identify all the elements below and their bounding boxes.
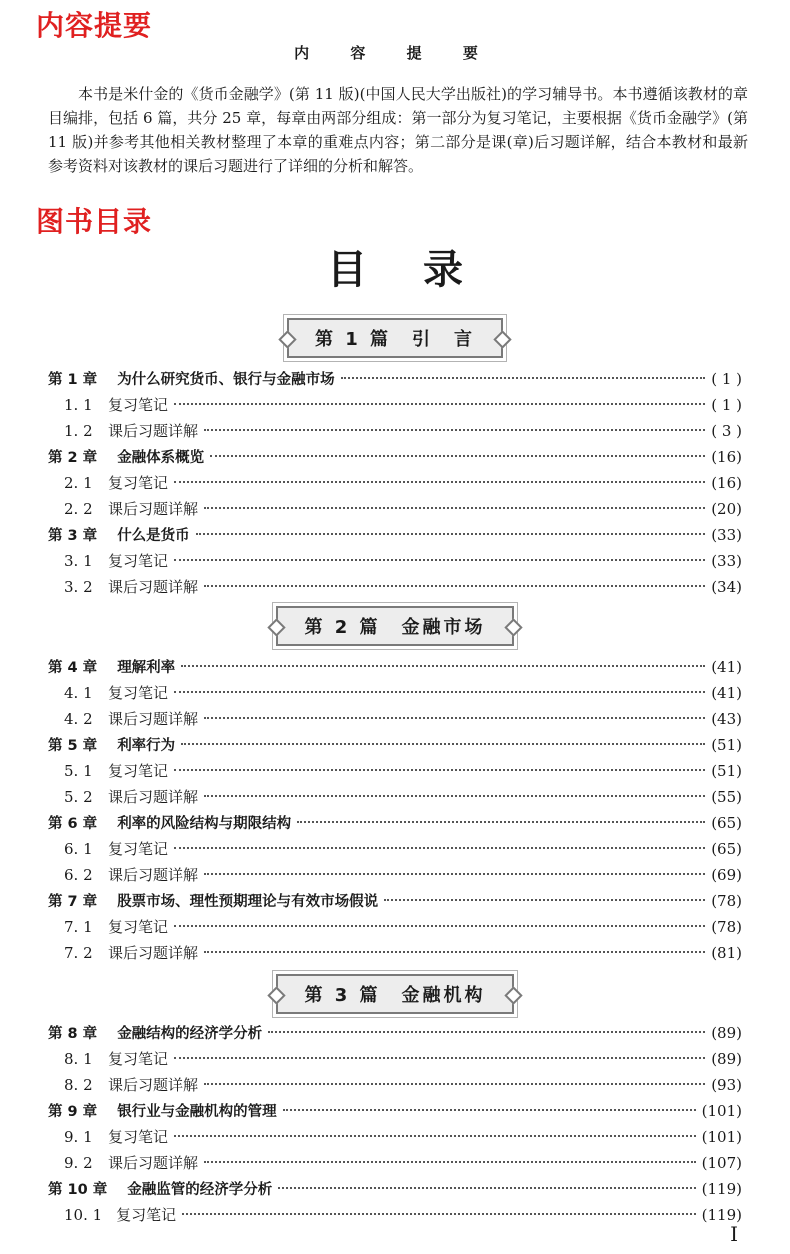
toc-entry-number: 5. 2 [64, 788, 93, 806]
toc-entry-page: (81) [711, 944, 742, 962]
toc-entry-page: (33) [711, 552, 742, 570]
toc-section-heading: 图书目录 [36, 205, 153, 238]
toc-entry-title: 金融监管的经济学分析 [127, 1182, 273, 1198]
toc-entry-title: 课后习题详解 [108, 500, 199, 518]
toc-entry-page: (89) [711, 1050, 742, 1068]
toc-entry-page: (107) [701, 1154, 742, 1172]
toc-entry-title: 股票市场、理性预期理论与有效市场假说 [117, 894, 379, 910]
toc-entry-number: 9. 1 [64, 1128, 93, 1146]
toc-section-row[interactable] [48, 574, 742, 600]
dot-leader [204, 717, 705, 719]
dot-leader [174, 481, 705, 483]
toc-section-row[interactable] [48, 1202, 742, 1228]
toc-entry-number: 6. 1 [64, 840, 93, 858]
toc-entry-title: 复习笔记 [108, 1128, 169, 1146]
dot-leader [204, 795, 705, 797]
toc-entry-number: 第 4 章 [48, 660, 98, 676]
dot-leader [174, 691, 705, 693]
summary-title: 内 容 提 要 [294, 44, 496, 62]
toc-entry-number: 2. 1 [64, 474, 93, 492]
dot-leader [196, 533, 706, 535]
toc-section-row[interactable] [48, 836, 742, 862]
toc-section-row[interactable] [48, 680, 742, 706]
toc-entry-number: 第 5 章 [48, 738, 98, 754]
part-title: 第 2 篇 金融市场 [276, 606, 513, 646]
toc-entry-title: 利率的风险结构与期限结构 [117, 816, 292, 832]
toc-entry-page: (34) [711, 578, 742, 596]
toc-section-row[interactable] [48, 1072, 742, 1098]
toc-entry-title: 复习笔记 [116, 1206, 177, 1224]
dot-leader [210, 455, 705, 457]
toc-entry-title: 复习笔记 [108, 1050, 169, 1068]
toc-entry-title: 金融体系概览 [117, 450, 205, 466]
toc-entry-title: 复习笔记 [108, 840, 169, 858]
dot-leader [341, 377, 706, 379]
toc-entry-number: 第 8 章 [48, 1026, 98, 1042]
toc-entry-title: 课后习题详解 [108, 1154, 199, 1172]
dot-leader [204, 873, 705, 875]
toc-entry-number: 第 9 章 [48, 1104, 98, 1120]
toc-entry-number: 10. 1 [64, 1206, 103, 1224]
toc-section-row[interactable] [48, 470, 742, 496]
toc-entry-title: 课后习题详解 [108, 422, 199, 440]
toc-entry-number: 1. 1 [64, 396, 93, 414]
toc-entry-number: 第 2 章 [48, 450, 98, 466]
toc-entry-page: ( 3 ) [711, 422, 742, 440]
toc-entry-number: 7. 1 [64, 918, 93, 936]
toc-entry-page: (43) [711, 710, 742, 728]
toc-section-row[interactable] [48, 706, 742, 732]
toc-entry-number: 3. 1 [64, 552, 93, 570]
toc-chapter-row[interactable] [48, 522, 742, 548]
toc-entry-number: 第 1 章 [48, 372, 98, 388]
toc-entry-title: 利率行为 [117, 738, 176, 754]
toc-entry-title: 课后习题详解 [108, 944, 199, 962]
dot-leader [204, 1161, 696, 1163]
toc-entry-page: (101) [701, 1128, 742, 1146]
dot-leader [174, 403, 705, 405]
toc-entry-title: 复习笔记 [108, 396, 169, 414]
dot-leader [278, 1187, 695, 1189]
toc-chapter-row[interactable] [48, 810, 742, 836]
toc-entry-number: 第 7 章 [48, 894, 98, 910]
toc-chapter-row[interactable] [48, 1098, 742, 1124]
toc-entry-number: 4. 1 [64, 684, 93, 702]
toc-entry-page: (119) [701, 1180, 742, 1198]
dot-leader [283, 1109, 696, 1111]
toc-entry-number: 9. 2 [64, 1154, 93, 1172]
toc-entry-page: (41) [711, 658, 742, 676]
dot-leader [204, 951, 705, 953]
toc-chapter-row[interactable] [48, 654, 742, 680]
dot-leader [181, 743, 705, 745]
toc-entry-title: 为什么研究货币、银行与金融市场 [117, 372, 335, 388]
toc-entry-number: 8. 2 [64, 1076, 93, 1094]
toc-entry-page: (65) [711, 814, 742, 832]
toc-entry-title: 什么是货币 [117, 528, 190, 544]
toc-entry-title: 理解利率 [117, 660, 176, 676]
toc-section-row[interactable] [48, 940, 742, 966]
toc-entry-page: (20) [711, 500, 742, 518]
toc-section-row[interactable] [48, 418, 742, 444]
toc-chapter-row[interactable] [48, 888, 742, 914]
toc-entry-page: (33) [711, 526, 742, 544]
dot-leader [174, 769, 705, 771]
dot-leader [268, 1031, 705, 1033]
part-banner [0, 974, 790, 1014]
toc-entry-title: 复习笔记 [108, 762, 169, 780]
toc-section-row[interactable] [48, 784, 742, 810]
toc-section-row[interactable] [48, 548, 742, 574]
toc-entry-number: 7. 2 [64, 944, 93, 962]
page-number: I [730, 1222, 738, 1246]
toc-entry-number: 5. 1 [64, 762, 93, 780]
toc-section-row[interactable] [48, 1046, 742, 1072]
toc-chapter-row[interactable] [48, 1176, 742, 1202]
toc-entry-number: 4. 2 [64, 710, 93, 728]
toc-entry-title: 课后习题详解 [108, 788, 199, 806]
toc-entry-page: (101) [701, 1102, 742, 1120]
toc-entry-number: 8. 1 [64, 1050, 93, 1068]
toc-entry-title: 课后习题详解 [108, 710, 199, 728]
toc-entry-page: ( 1 ) [711, 396, 742, 414]
summary-section-heading: 内容提要 [36, 9, 153, 42]
dot-leader [174, 559, 705, 561]
toc-entry-page: (65) [711, 840, 742, 858]
dot-leader [384, 899, 705, 901]
toc-entry-number: 第 10 章 [48, 1182, 108, 1198]
toc-entry-title: 金融结构的经济学分析 [117, 1026, 263, 1042]
toc-entry-number: 1. 2 [64, 422, 93, 440]
dot-leader [204, 1083, 705, 1085]
toc-entry-title: 复习笔记 [108, 684, 169, 702]
toc-entry-title: 银行业与金融机构的管理 [117, 1104, 277, 1120]
toc-entry-number: 第 3 章 [48, 528, 98, 544]
toc-entry-page: (16) [711, 448, 742, 466]
toc-entry-title: 课后习题详解 [108, 866, 199, 884]
toc-section-row[interactable] [48, 1150, 742, 1176]
toc-entry-number: 2. 2 [64, 500, 93, 518]
toc-chapter-row[interactable] [48, 732, 742, 758]
toc-entry-page: (55) [711, 788, 742, 806]
toc-entry-number: 第 6 章 [48, 816, 98, 832]
toc-entry-title: 复习笔记 [108, 552, 169, 570]
toc-entry-page: (69) [711, 866, 742, 884]
toc-entry-title: 复习笔记 [108, 918, 169, 936]
toc-entry-page: (78) [711, 892, 742, 910]
toc-entry-title: 课后习题详解 [108, 578, 199, 596]
toc-entry-page: (93) [711, 1076, 742, 1094]
toc-entry-page: (16) [711, 474, 742, 492]
toc-section-row[interactable] [48, 392, 742, 418]
dot-leader [204, 585, 705, 587]
toc-section-row[interactable] [48, 1124, 742, 1150]
toc-chapter-row[interactable] [48, 444, 742, 470]
toc-entry-page: (78) [711, 918, 742, 936]
dot-leader [182, 1213, 695, 1215]
dot-leader [174, 925, 705, 927]
toc-chapter-row[interactable] [48, 366, 742, 392]
toc-entry-page: (51) [711, 736, 742, 754]
part-title: 第 3 篇 金融机构 [276, 974, 513, 1014]
dot-leader [297, 821, 705, 823]
toc-entry-page: (41) [711, 684, 742, 702]
toc-section-row[interactable] [48, 862, 742, 888]
dot-leader [174, 1057, 705, 1059]
dot-leader [204, 429, 705, 431]
toc-section-row[interactable] [48, 496, 742, 522]
toc-entry-page: ( 1 ) [711, 370, 742, 388]
toc-title: 目录 [327, 247, 519, 293]
dot-leader [204, 507, 705, 509]
toc-chapter-row[interactable] [48, 1020, 742, 1046]
toc-entry-title: 课后习题详解 [108, 1076, 199, 1094]
toc-entry-number: 6. 2 [64, 866, 93, 884]
part-title: 第 1 篇 引 言 [287, 318, 503, 358]
dot-leader [174, 1135, 696, 1137]
toc-section-row[interactable] [48, 758, 742, 784]
toc-entry-number: 3. 2 [64, 578, 93, 596]
toc-entry-page: (89) [711, 1024, 742, 1042]
toc-entry-page: (51) [711, 762, 742, 780]
part-banner [0, 318, 790, 358]
part-banner [0, 606, 790, 646]
dot-leader [174, 847, 705, 849]
summary-paragraph: 本书是米什金的《货币金融学》(第 11 版)(中国人民大学出版社)的学习辅导书。本书遵循该教材的章目编排，包括 6 篇，共分 25 章，每章由两部分组成：第一部分为复习笔记，主要根据《货币金融学》(第 11 版)并参考其他相关教材整理了本章的重难点内容；第二部分是课(章)后习题详解，结合本教材和最新参考资料对该教材的课后习题进行了详细的分析和解答。 [48, 85, 748, 175]
toc-section-row[interactable] [48, 914, 742, 940]
dot-leader [181, 665, 705, 667]
toc-entry-page: (119) [701, 1206, 742, 1224]
toc-entry-title: 复习笔记 [108, 474, 169, 492]
